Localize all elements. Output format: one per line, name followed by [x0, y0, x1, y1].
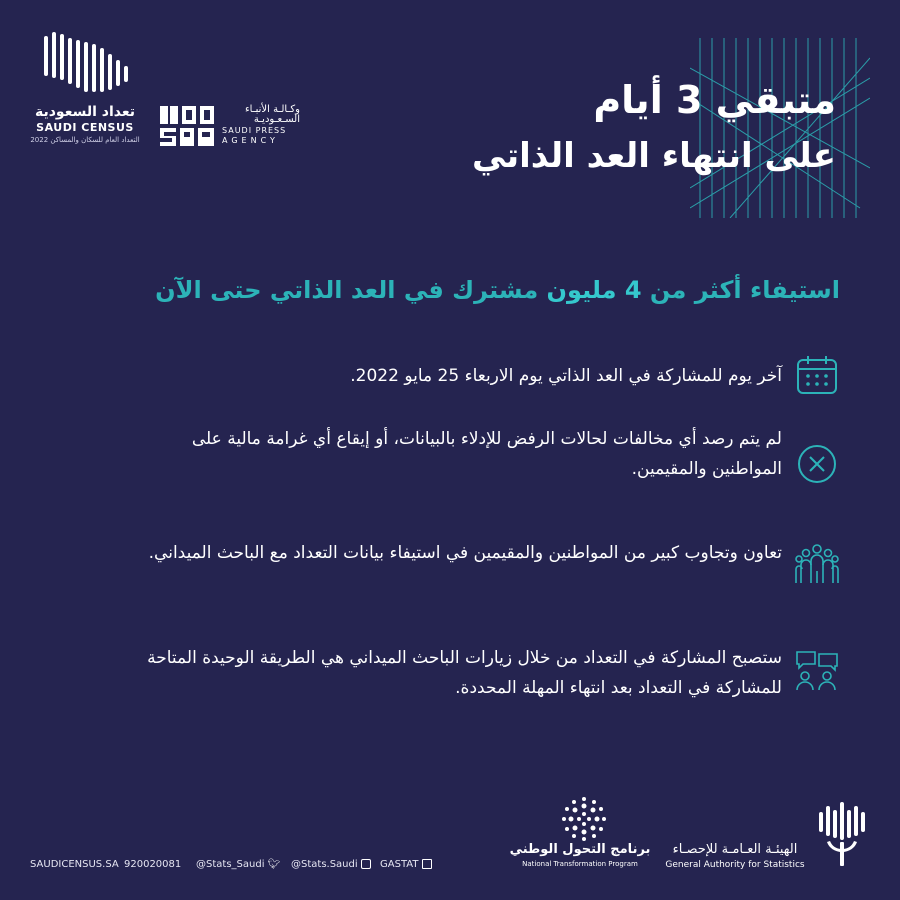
national-transformation-program-logo-mark — [560, 795, 608, 843]
spa-logo-mark — [158, 104, 218, 148]
header-decorative-lines — [690, 38, 870, 218]
gastat-logo-english: General Authority for Statistics — [665, 860, 805, 870]
headline-days-remaining: متبقي 3 أيام — [593, 78, 836, 122]
calendar-icon — [795, 353, 839, 397]
gastat-logo-arabic: الهيئـة العـامـة للإحصـاء — [672, 842, 798, 857]
spa-logo-english-line1: SAUDI PRESS — [222, 126, 287, 135]
footer-website-link[interactable]: SAUDICENSUS.SA — [30, 859, 119, 870]
gastat-logo-mark — [815, 802, 865, 868]
instagram-icon — [361, 859, 371, 869]
highlight-emphasis: 4 مليون — [546, 276, 642, 304]
highlight-after: مشترك في العد الذاتي حتى الآن — [155, 276, 547, 304]
ntp-logo-english: National Transformation Program — [522, 860, 638, 868]
twitter-icon: 🐦︎ — [267, 859, 281, 870]
item-cooperation: تعاون وتجاوب كبير من المواطنين والمقيمين في استيفاء بيانات التعداد مع الباحث الميداني. — [148, 543, 782, 563]
footer-instagram-handle[interactable] — [291, 859, 371, 870]
census-logo-english: SAUDI CENSUS — [36, 121, 134, 134]
instagram-handle-text: @Stats.Saudi — [291, 859, 358, 870]
saudi-census-logo-mark — [42, 30, 132, 100]
footer-twitter-handle[interactable] — [196, 859, 280, 870]
footer-linkedin-handle[interactable] — [380, 859, 432, 870]
people-group-icon — [795, 543, 839, 587]
spa-logo-english-line2: AGENCY — [222, 136, 279, 145]
twitter-handle-text: @Stats_Saudi — [196, 859, 265, 870]
linkedin-handle-text: GASTAT — [380, 859, 419, 870]
chat-people-icon — [795, 648, 839, 692]
footer-phone[interactable]: 920020081 — [124, 859, 182, 870]
item-last-day: آخر يوم للمشاركة في العد الذاتي يوم الاربعاء 25 مايو 2022. — [350, 366, 782, 386]
item-no-violations: لم يتم رصد أي مخالفات لحالات الرفض للإدلاء بالبيانات، أو إيقاع أي غرامة مالية على المواطنين والمقيمين. — [191, 429, 782, 479]
item-field-visits: ستصبح المشاركة في التعداد من خلال زيارات الباحث الميداني هي الطريقة الوحيدة المتاحة للمشاركة في التعداد بعد انتهاء المهلة المحددة. — [147, 648, 782, 698]
spa-logo-arabic-line2: السـعـوديـة — [253, 114, 300, 125]
linkedin-icon — [422, 859, 432, 869]
x-circle-icon — [795, 442, 839, 486]
spa-logo-arabic-line1: وكـالـة الأنبـاء — [244, 104, 300, 115]
census-logo-arabic: تعداد السعودية — [34, 104, 136, 120]
highlight-before: استيفاء أكثر من — [641, 276, 840, 304]
highlight-statement — [60, 276, 840, 304]
census-logo-subtitle: التعداد العام للسكان والمساكن 2022 — [30, 136, 140, 144]
ntp-logo-arabic: برنامج التحول الوطني — [509, 842, 651, 857]
headline-subtitle: على انتهاء العد الذاتي — [471, 136, 836, 176]
